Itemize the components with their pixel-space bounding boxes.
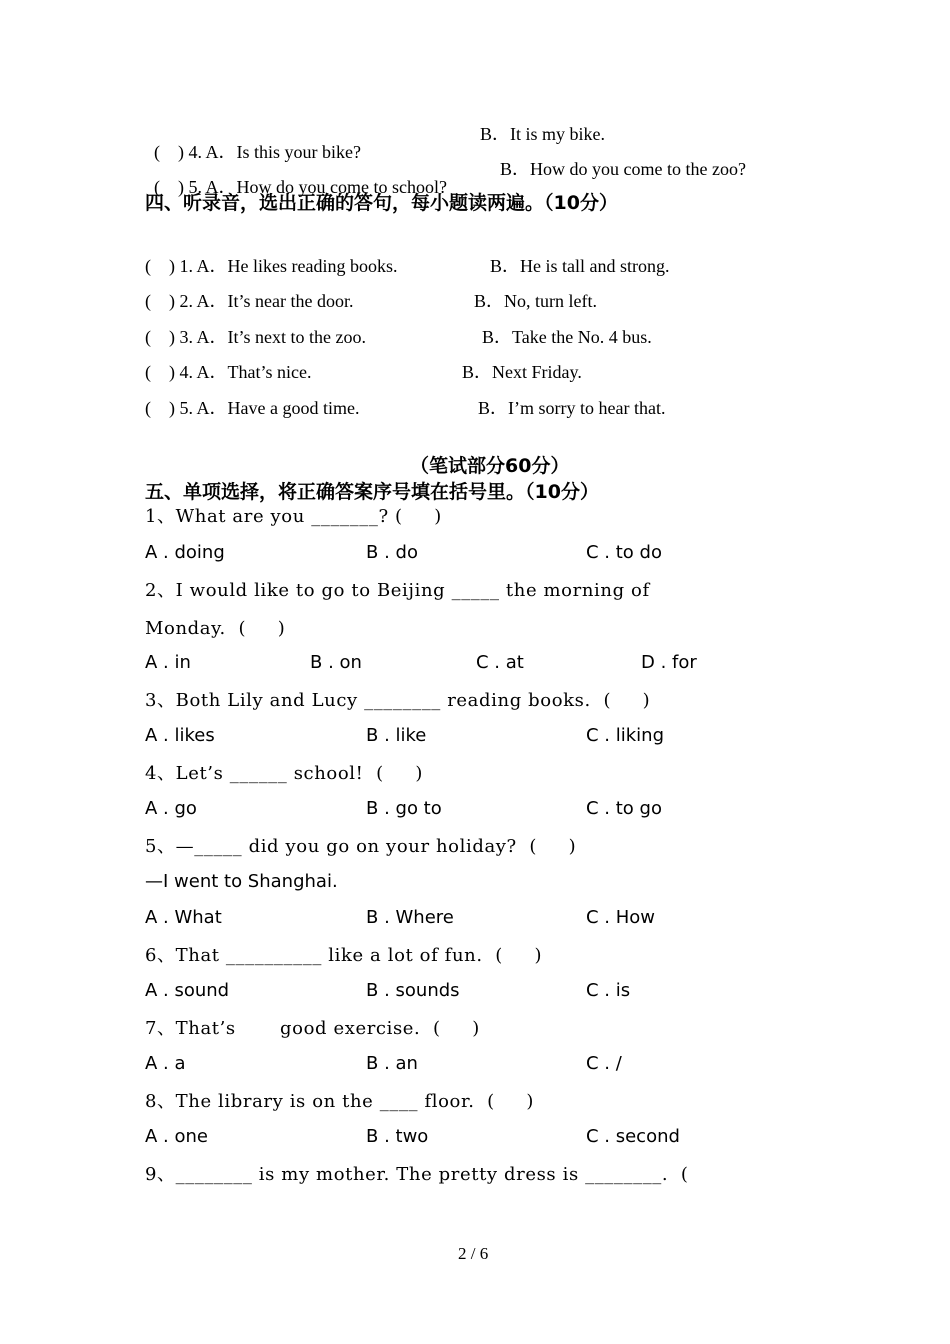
option-c: C . is	[586, 980, 631, 1001]
question-text: ( ) 5. A．Have a good time.	[145, 398, 360, 418]
written-part-title: （笔试部分60分）	[410, 455, 570, 477]
option-b: B．Take the No. 4 bus.	[482, 327, 652, 347]
question-7: 7、That’s good exercise. ( )	[145, 1018, 480, 1039]
option-b: B．I’m sorry to hear that.	[478, 398, 666, 418]
question-text: ( ) 2. A．It’s near the door.	[145, 291, 354, 311]
option-b: B . two	[366, 1126, 429, 1147]
option-a: A . one	[145, 1126, 208, 1147]
option-a: A . What	[145, 907, 222, 928]
option-b: B . an	[366, 1053, 418, 1074]
question-5: 5、—_____ did you go on your holiday? ( )	[145, 836, 577, 857]
option-c: C . at	[476, 652, 524, 673]
option-b: B . sounds	[366, 980, 460, 1001]
section-5-heading: 五、单项选择，将正确答案序号填在括号里。（10分）	[145, 481, 599, 503]
question-text: ( ) 4. A．That’s nice.	[145, 362, 312, 382]
question-5-reply: —I went to Shanghai.	[145, 871, 338, 892]
option-c: C . liking	[586, 725, 664, 746]
question-6: 6、That __________ like a lot of fun. ( )	[145, 945, 543, 966]
question-2: 2、I would like to go to Beijing _____ the morning of	[145, 580, 650, 601]
option-b: B．It is my bike.	[480, 124, 605, 144]
option-b: B . Where	[366, 907, 454, 928]
option-a: A . a	[145, 1053, 186, 1074]
question-4: 4、Let’s ______ school! ( )	[145, 763, 423, 784]
option-c: C . to do	[586, 542, 662, 563]
question-text: ( ) 1. A．He likes reading books.	[145, 256, 398, 276]
question-text: ( ) 5. A．How do you come to school?	[154, 177, 447, 197]
section-4-heading: 四、听录音，选出正确的答句，每小题读两遍。（10分）	[145, 192, 618, 214]
question-text: ( ) 3. A．It’s next to the zoo.	[145, 327, 366, 347]
question-3: 3、Both Lily and Lucy ________ reading books. ( )	[145, 690, 651, 711]
question-2-continued: Monday. ( )	[145, 618, 286, 639]
option-b: B．He is tall and strong.	[490, 256, 670, 276]
option-b: B . go to	[366, 798, 442, 819]
option-b: B．No, turn left.	[474, 291, 597, 311]
question-text: ( ) 4. A．Is this your bike?	[154, 142, 361, 162]
option-b: B．How do you come to the zoo?	[500, 159, 746, 179]
question-1: 1、What are you _______? ( )	[145, 506, 442, 527]
option-b: B . on	[310, 652, 362, 673]
option-a: A . doing	[145, 542, 225, 563]
option-a: A . go	[145, 798, 197, 819]
option-b: B．Next Friday.	[462, 362, 582, 382]
option-c: C . How	[586, 907, 656, 928]
option-c: C . /	[586, 1053, 622, 1074]
option-d: D . for	[641, 652, 697, 673]
option-a: A . likes	[145, 725, 215, 746]
page-number: 2 / 6	[458, 1244, 489, 1263]
option-b: B . like	[366, 725, 427, 746]
option-a: A . in	[145, 652, 191, 673]
option-b: B . do	[366, 542, 418, 563]
option-a: A . sound	[145, 980, 230, 1001]
option-c: C . second	[586, 1126, 680, 1147]
question-row	[145, 125, 361, 161]
question-row	[145, 160, 447, 196]
option-c: C . to go	[586, 798, 662, 819]
question-9: 9、________ is my mother. The pretty dress is ________. (	[145, 1164, 689, 1185]
question-8: 8、The library is on the ____ floor. ( )	[145, 1091, 535, 1112]
